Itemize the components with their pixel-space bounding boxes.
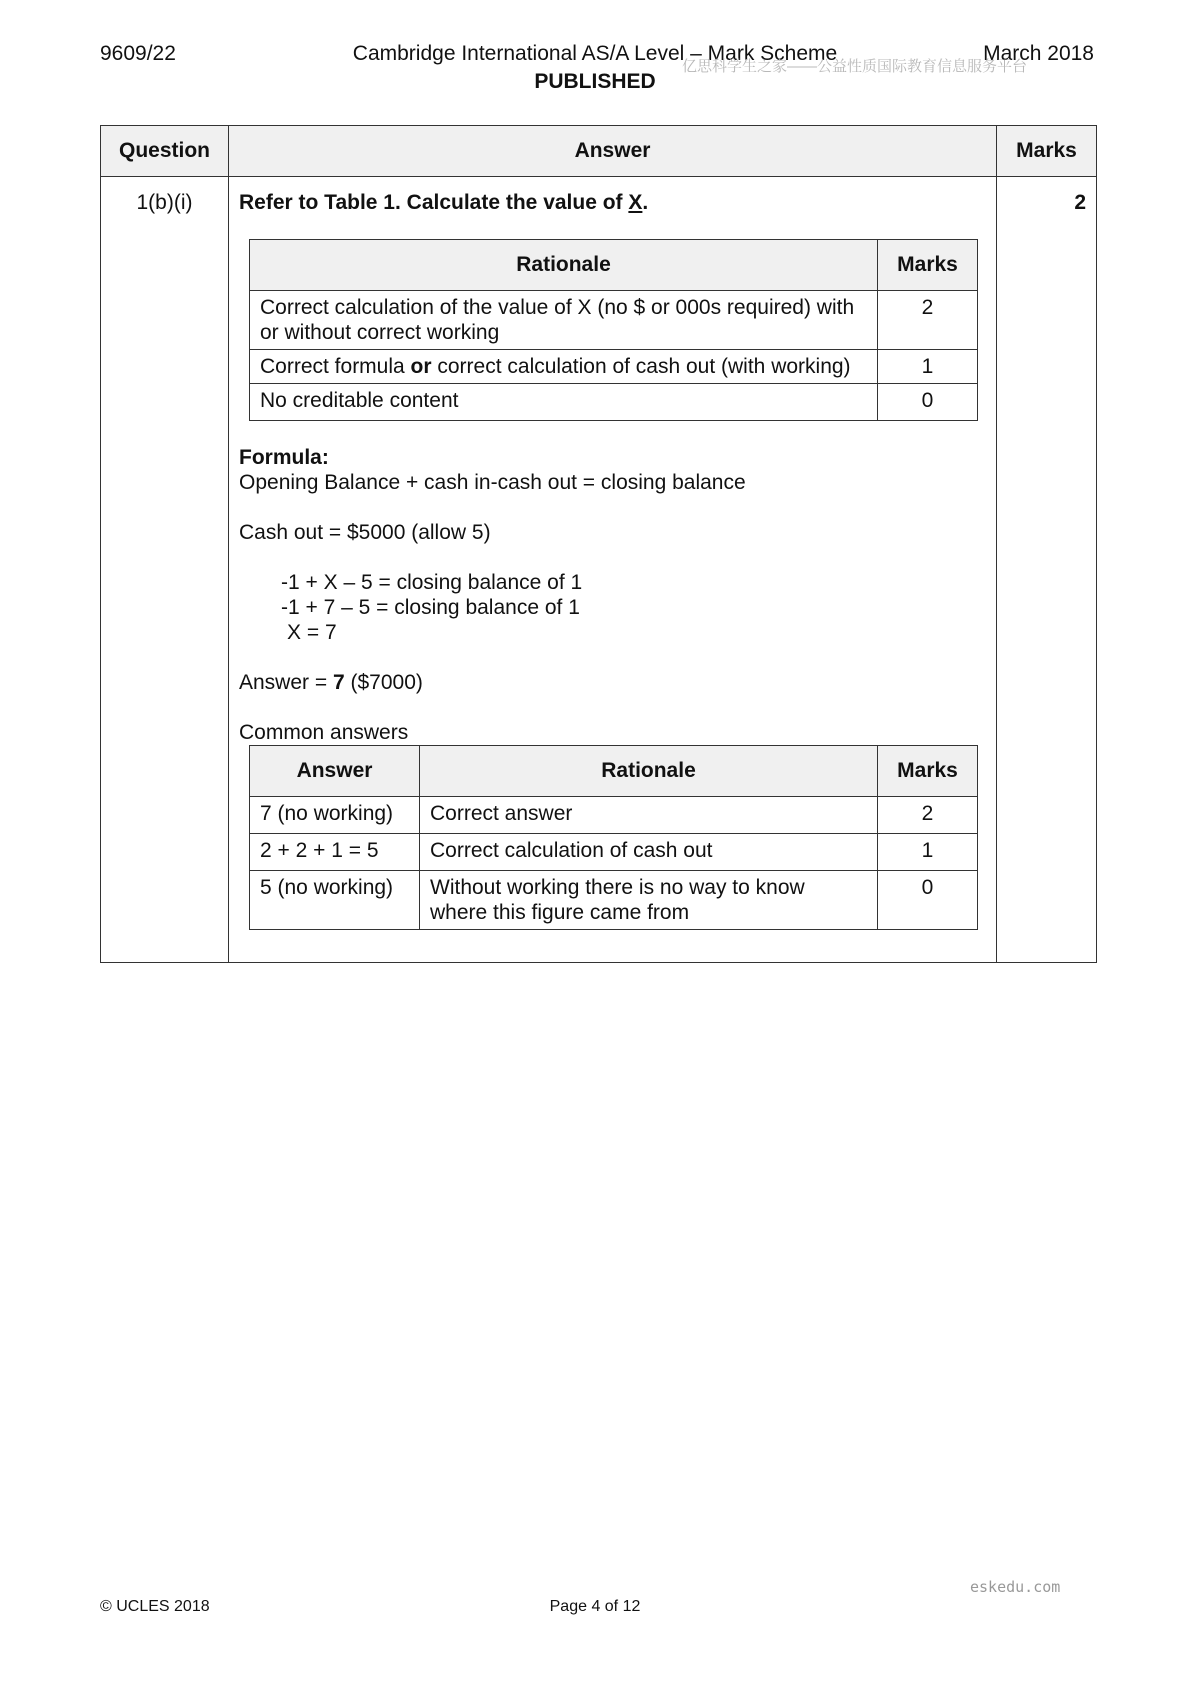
variable-x: X <box>628 191 643 214</box>
answer-header: Answer <box>229 126 997 177</box>
common-answers-table <box>249 745 978 930</box>
watermark-text: 亿思科学生之家——公益性质国际教育信息服务平台 <box>682 58 1028 75</box>
rationale-text: No creditable content <box>250 384 878 421</box>
rationale-table <box>249 239 978 421</box>
published-label: PUBLISHED <box>534 70 656 93</box>
common-marks: 2 <box>878 797 978 834</box>
question-prompt: Refer to Table 1. Calculate the value of X. <box>239 191 649 214</box>
question-header: Question <box>101 126 229 177</box>
common-marks-header: Marks <box>878 746 978 797</box>
table-row <box>250 871 978 930</box>
common-answer-header: Answer <box>250 746 420 797</box>
table-row <box>250 291 978 350</box>
copyright-text: © UCLES 2018 <box>100 1598 210 1615</box>
rationale-marks: 1 <box>878 350 978 384</box>
cash-out-text: Cash out = $5000 (allow 5) <box>239 521 491 544</box>
working-section <box>239 445 984 745</box>
question-marks: 2 <box>997 177 1097 963</box>
formula-text: Opening Balance + cash in-cash out = closing balance <box>239 471 746 494</box>
rationale-text: Correct calculation of the value of X (no $ or 000s required) with or without correct working <box>250 291 878 350</box>
marks-header: Marks <box>997 126 1097 177</box>
common-rationale: Without working there is no way to know where this figure came from <box>420 871 878 930</box>
common-rationale: Correct answer <box>420 797 878 834</box>
common-answers-label: Common answers <box>239 721 409 744</box>
rationale-marks: 0 <box>878 384 978 421</box>
document-title: Cambridge International AS/A Level – Mark Scheme <box>352 42 838 65</box>
document-date: March 2018 <box>983 42 1094 65</box>
answer-cell <box>229 177 997 963</box>
table-header-row <box>101 126 1097 177</box>
table-row <box>250 384 978 421</box>
question-number: 1(b)(i) <box>101 177 229 963</box>
final-answer: Answer = 7 ($7000) <box>239 671 423 694</box>
rationale-marks-header: Marks <box>878 240 978 291</box>
common-answer: 2 + 2 + 1 = 5 <box>250 834 420 871</box>
document-code: 9609/22 <box>100 42 176 65</box>
common-marks: 1 <box>878 834 978 871</box>
rationale-marks: 2 <box>878 291 978 350</box>
common-marks: 0 <box>878 871 978 930</box>
common-rationale-header: Rationale <box>420 746 878 797</box>
working-step: -1 + X – 5 = closing balance of 1 <box>281 571 583 594</box>
formula-label: Formula: <box>239 446 329 469</box>
rationale-header: Rationale <box>250 240 878 291</box>
common-rationale: Correct calculation of cash out <box>420 834 878 871</box>
working-step: X = 7 <box>287 621 337 644</box>
table-row <box>101 177 1097 963</box>
mark-scheme-table <box>100 125 1097 963</box>
page-number: Page 4 of 12 <box>549 1598 641 1615</box>
site-watermark: eskedu.com <box>970 1578 1061 1596</box>
table-row <box>250 350 978 384</box>
rationale-text: Correct formula or correct calculation of cash out (with working) <box>250 350 878 384</box>
table-row <box>250 797 978 834</box>
common-answer: 5 (no working) <box>250 871 420 930</box>
working-step: -1 + 7 – 5 = closing balance of 1 <box>281 596 580 619</box>
common-answer: 7 (no working) <box>250 797 420 834</box>
table-row <box>250 834 978 871</box>
